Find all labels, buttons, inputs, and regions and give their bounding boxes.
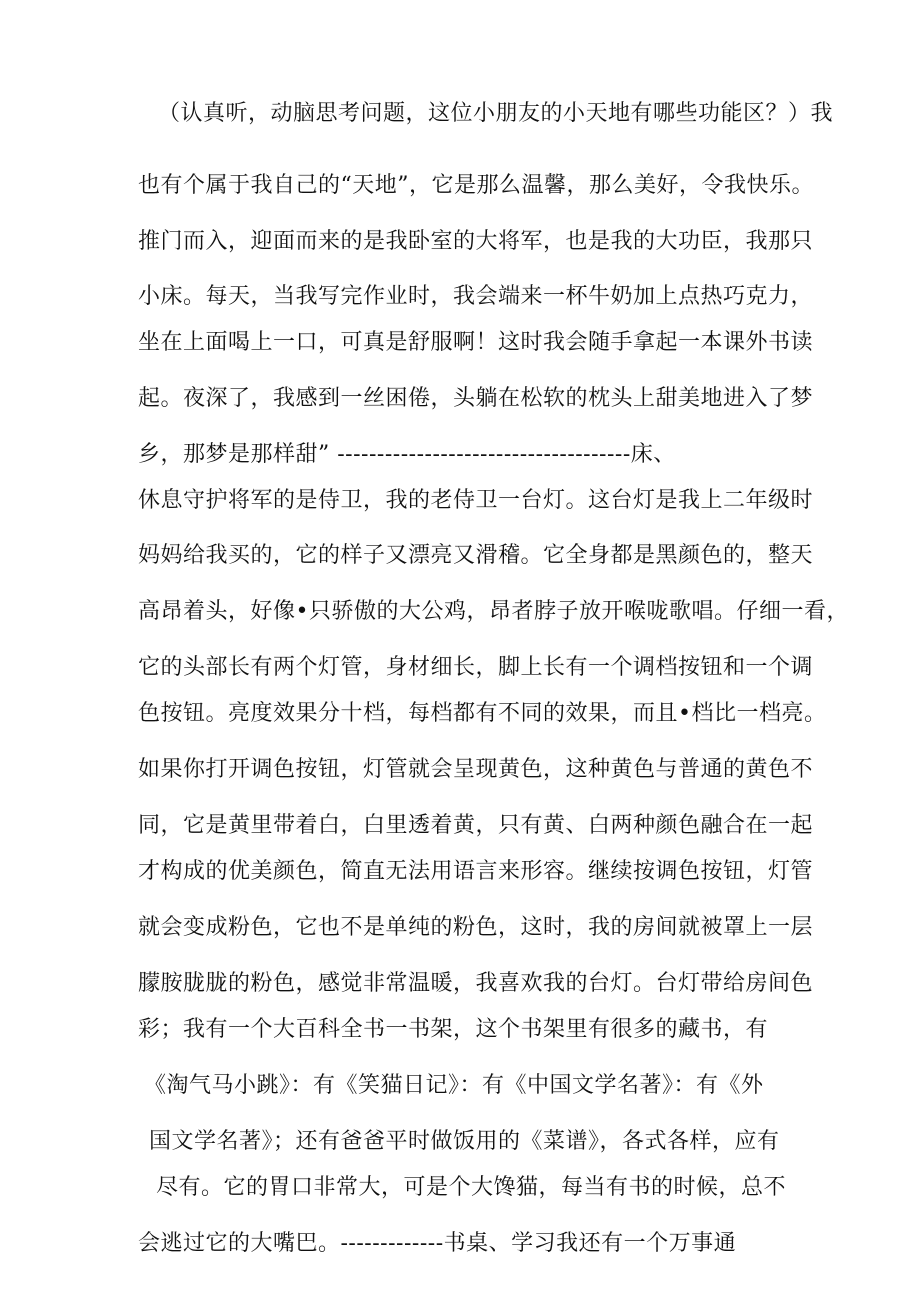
text-line: 也有个属于我自己的“天地”，它是那么温馨，那么美好，令我快乐。 [138, 173, 814, 198]
text-line: 如果你打开调色按钮，灯管就会呈现黄色，这种黄色与普通的黄色不 [138, 757, 814, 782]
text-line: 才构成的优美颜色，简直无法用语言来形容。继续按调色按钮，灯管 [138, 859, 814, 884]
text-line: 《淘气马小跳》：有《笑猫日记》：有《中国文学名著》：有《外 [144, 1073, 764, 1098]
text-line: 高昂着头，好像•只骄傲的大公鸡，昂者脖子放开喉咙歌唱。仔细一看， [138, 599, 849, 624]
text-line: 休息守护将军的是侍卫，我的老侍卫一台灯。这台灯是我上二年级时 [138, 488, 814, 513]
text-line: （认真听，动脑思考问题，这位小朋友的小天地有哪些功能区？）我 [158, 101, 834, 126]
text-line: 小床。每天，当我写完作业时，我会端来一杯牛奶加上点热巧克力， [138, 284, 814, 309]
text-line: 国文学名著》；还有爸爸平时做饭用的《菜谱》，各式各样，应有 [149, 1129, 780, 1154]
text-line: 它的头部长有两个灯管，身材细长，脚上长有一个调档按钮和一个调 [138, 655, 814, 680]
text-line: 朦胺胧胧的粉色，感觉非常温暖，我喜欢我的台灯。台灯带给房间色 [138, 971, 814, 996]
text-line: 同，它是黄里带着白，白里透着黄，只有黄、白两种颜色融合在一起 [138, 813, 814, 838]
text-line: 色按钮。亮度效果分十档，每档都有不同的效果，而且•档比一档亮。 [138, 701, 827, 726]
text-line: 彩；我有一个大百科全书一书架，这个书架里有很多的藏书，有 [138, 1017, 769, 1042]
text-line: 会逃过它的大嘴巴。-------------书桌、学习我还有一个万事通 [138, 1231, 737, 1256]
text-line: 尽有。它的胃口非常大，可是个大馋猫，每当有书的时候，总不 [156, 1175, 787, 1200]
text-line: 妈妈给我买的，它的样子又漂亮又滑稽。它全身都是黑颜色的，整天 [138, 543, 814, 568]
text-line: 起。夜深了，我感到一丝困倦，头躺在松软的枕头上甜美地进入了梦 [138, 386, 814, 411]
text-line: 就会变成粉色，它也不是单纯的粉色，这时，我的房间就被罩上一层 [138, 915, 814, 940]
text-line: 坐在上面喝上一口，可真是舒服啊！这时我会随手拿起一本课外书读 [138, 330, 814, 355]
text-line: 乡，那梦是那样甜” -------------------------------------床、 [138, 442, 676, 467]
text-line: 推门而入，迎面而来的是我卧室的大将军，也是我的大功臣，我那只 [138, 229, 814, 254]
